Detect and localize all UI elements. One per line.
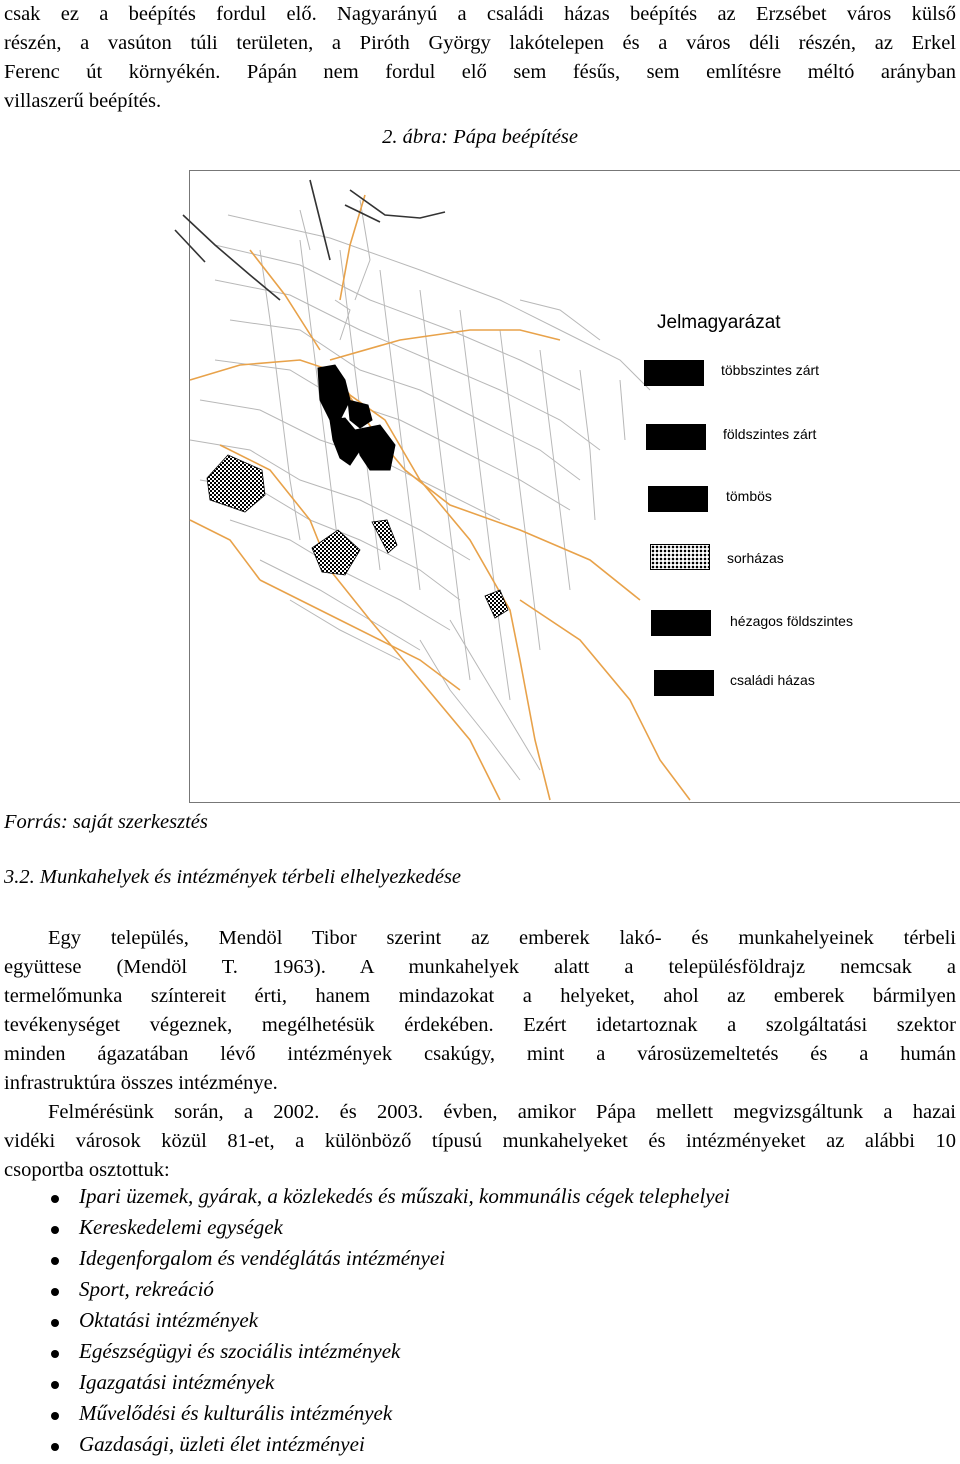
list-item-text: Idegenforgalom és vendéglátás intézményei (79, 1246, 446, 1270)
bullet-icon (51, 1195, 59, 1203)
list-item-text: Sport, rekreáció (79, 1277, 214, 1301)
legend-item (0, 360, 960, 390)
legend-label: családi házas (730, 672, 815, 688)
figure-source: Forrás: saját szerkesztés (4, 811, 208, 833)
bullet-icon (51, 1288, 59, 1296)
bullet-icon (51, 1381, 59, 1389)
list-item-text: Igazgatási intézmények (79, 1370, 275, 1394)
list-item (0, 1277, 960, 1308)
list-item (0, 1246, 960, 1277)
legend-swatch (646, 424, 706, 450)
legend-swatch (644, 360, 704, 386)
list-item (0, 1184, 960, 1215)
list-item-text: Egészségügyi és szociális intézmények (79, 1339, 401, 1363)
legend-swatch-dotted (650, 544, 710, 570)
body-p1-line: Egy település, Mendöl Tibor szerint az emberek lakó- és munkahelyeinek térbeli (48, 927, 956, 949)
bullet-icon (51, 1443, 59, 1451)
list-item (0, 1432, 960, 1463)
legend-label: sorházas (727, 550, 784, 566)
intro-line-2: részén, a vasúton túli területen, a Piróth György lakótelepen és a város déli részén, az Erkel (4, 32, 956, 54)
section-heading: 3.2. Munkahelyek és intézmények térbeli elhelyezkedése (4, 866, 462, 888)
list-item-text: Művelődési és kulturális intézmények (79, 1401, 393, 1425)
bullet-icon (51, 1350, 59, 1358)
list-item (0, 1401, 960, 1432)
list-item-text: Gazdasági, üzleti élet intézményei (79, 1432, 365, 1456)
body-p1-line: minden ágazatában lévő intézmények csakúgy, mint a városüzemeltetés és a humán (4, 1043, 956, 1065)
body-p2-line: Felmérésünk során, a 2002. és 2003. évben, amikor Pápa mellett megvizsgáltunk a hazai (48, 1101, 956, 1123)
list-item-text: Ipari üzemek, gyárak, a közlekedés és műszaki, kommunális cégek telephelyei (79, 1184, 730, 1208)
bullet-icon (51, 1226, 59, 1234)
body-p1-line: tevékenységet végeznek, megélhetésük érdekében. Ezért idetartoznak a szolgáltatási szektor (4, 1014, 956, 1036)
figure-caption: 2. ábra: Pápa beépítése (382, 126, 578, 148)
legend-swatch (648, 486, 708, 512)
list-item (0, 1339, 960, 1370)
body-p1-line: infrastruktúra összes intézménye. (4, 1072, 278, 1094)
body-p1-line: együttese (Mendöl T. 1963). A munkahelyek alatt a településföldrajz nemcsak a (4, 956, 956, 978)
legend-label: földszintes zárt (723, 426, 817, 442)
body-p1-line: termelőmunka színtereit érti, hanem mindazokat a helyeket, ahol az emberek bármilyen (4, 985, 956, 1007)
intro-line-4: villaszerű beépítés. (4, 90, 162, 112)
bullet-icon (51, 1319, 59, 1327)
legend-item (0, 424, 960, 454)
bullet-icon (51, 1257, 59, 1265)
body-p2-line: csoportba osztottuk: (4, 1159, 170, 1181)
legend-label: többszintes zárt (721, 362, 820, 378)
legend-swatch (654, 670, 714, 696)
intro-line-3: Ferenc út környékén. Pápán nem fordul elő sem fésűs, sem említésre méltó arányban (4, 61, 956, 83)
list-item (0, 1308, 960, 1339)
list-item (0, 1370, 960, 1401)
legend-swatch (651, 610, 711, 636)
legend-title: Jelmagyarázat (657, 312, 781, 333)
list-item-text: Kereskedelemi egységek (79, 1215, 283, 1239)
legend-label: hézagos földszintes (730, 613, 853, 629)
list-item-text: Oktatási intézmények (79, 1308, 259, 1332)
railways (175, 180, 445, 300)
intro-line-1: csak ez a beépítés fordul elő. Nagyarányú a családi házas beépítés az Erzsébet város külső (4, 3, 956, 25)
legend-label: tömbös (726, 488, 772, 504)
list-item (0, 1215, 960, 1246)
legend-item (0, 486, 960, 516)
body-p2-line: vidéki városok közül 81-et, a különböző típusú munkahelyeket és intézményeket az alábbi 10 (4, 1130, 956, 1152)
patterned-blocks (207, 455, 508, 618)
bullet-icon (51, 1412, 59, 1420)
legend-item (0, 544, 960, 574)
legend-item (0, 610, 960, 640)
legend-item (0, 670, 960, 700)
